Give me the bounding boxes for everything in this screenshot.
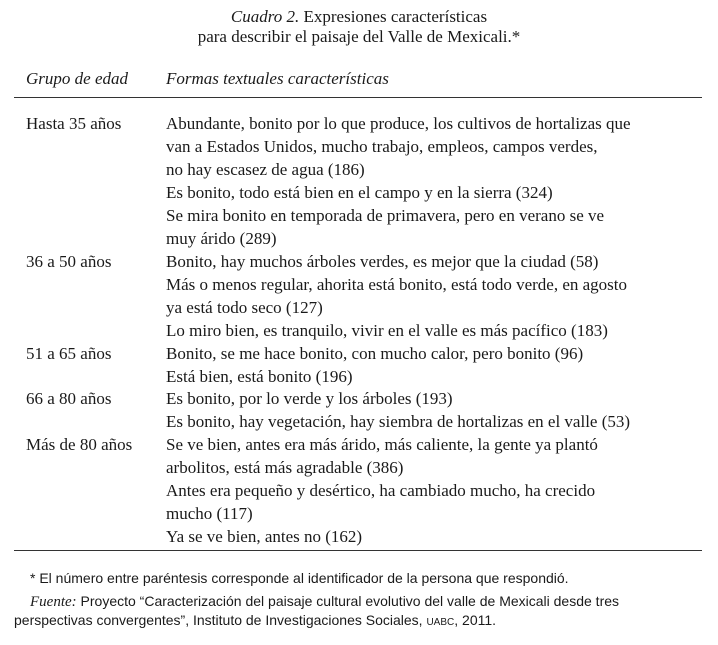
source-note-line1 bbox=[30, 592, 619, 611]
footnote-asterisk: * El número entre paréntesis corresponde al identificador de la persona que respondió. bbox=[30, 570, 569, 586]
age-group-label: 36 a 50 años bbox=[26, 252, 112, 271]
header-age-group: Grupo de edad bbox=[26, 69, 128, 88]
table-row-text: no hay escasez de agua (186) bbox=[166, 160, 365, 179]
table-row-text: Bonito, se me hace bonito, con mucho calor, pero bonito (96) bbox=[166, 344, 584, 363]
institution-abbrev: uabc bbox=[426, 612, 455, 628]
table-bottom-rule bbox=[14, 550, 702, 551]
table-row-text: Se mira bonito en temporada de primavera, pero en verano se ve bbox=[166, 206, 605, 225]
age-group-label: 66 a 80 años bbox=[26, 389, 112, 408]
caption-title-line2: para describir el paisaje del Valle de Mexicali.* bbox=[197, 27, 521, 46]
source-text-line1: Proyecto “Caracterización del paisaje cultural evolutivo del valle de Mexicali desde tres bbox=[80, 593, 620, 609]
age-group-label: Más de 80 años bbox=[26, 435, 133, 454]
header-divider bbox=[14, 97, 702, 98]
caption-label: Cuadro 2. bbox=[230, 7, 300, 26]
table-row-text: muy árido (289) bbox=[166, 229, 277, 248]
source-year: , 2011. bbox=[454, 612, 497, 628]
caption-title-line1: Expresiones características bbox=[303, 7, 488, 26]
table-row-text: Es bonito, hay vegetación, hay siembra de hortalizas en el valle (53) bbox=[166, 412, 631, 431]
table-row-text: Es bonito, por lo verde y los árboles (193) bbox=[166, 389, 453, 408]
source-label: Fuente: bbox=[30, 594, 77, 610]
source-note-line2 bbox=[14, 611, 496, 629]
table-row-text: ya está todo seco (127) bbox=[166, 298, 323, 317]
table-row-text: Lo miro bien, es tranquilo, vivir en el valle es más pacífico (183) bbox=[166, 321, 608, 340]
table-row-text: Abundante, bonito por lo que produce, los cultivos de hortalizas que bbox=[166, 114, 631, 133]
table-row-text: Más o menos regular, ahorita está bonito, está todo verde, en agosto bbox=[166, 275, 628, 294]
table-row-text: Se ve bien, antes era más árido, más caliente, la gente ya plantó bbox=[166, 435, 598, 454]
table-row-text: Bonito, hay muchos árboles verdes, es mejor que la ciudad (58) bbox=[166, 252, 599, 271]
header-textual-forms: Formas textuales características bbox=[166, 69, 389, 88]
age-group-label: 51 a 65 años bbox=[26, 344, 112, 363]
table-row-text: Es bonito, todo está bien en el campo y en la sierra (324) bbox=[166, 183, 553, 202]
table-row-text: van a Estados Unidos, mucho trabajo, empleos, campos verdes, bbox=[166, 137, 598, 156]
table-caption-line1 bbox=[0, 7, 718, 27]
table-row-text: Ya se ve bien, antes no (162) bbox=[166, 527, 363, 546]
table-row-text: mucho (117) bbox=[166, 504, 253, 523]
age-group-label: Hasta 35 años bbox=[26, 114, 122, 133]
table-row-text: Antes era pequeño y desértico, ha cambiado mucho, ha crecido bbox=[166, 481, 596, 500]
table-row-text: arbolitos, está más agradable (386) bbox=[166, 458, 404, 477]
source-text-line2: perspectivas convergentes”, Instituto de Investigaciones Sociales, bbox=[14, 612, 423, 628]
table-row-text: Está bien, está bonito (196) bbox=[166, 367, 353, 386]
